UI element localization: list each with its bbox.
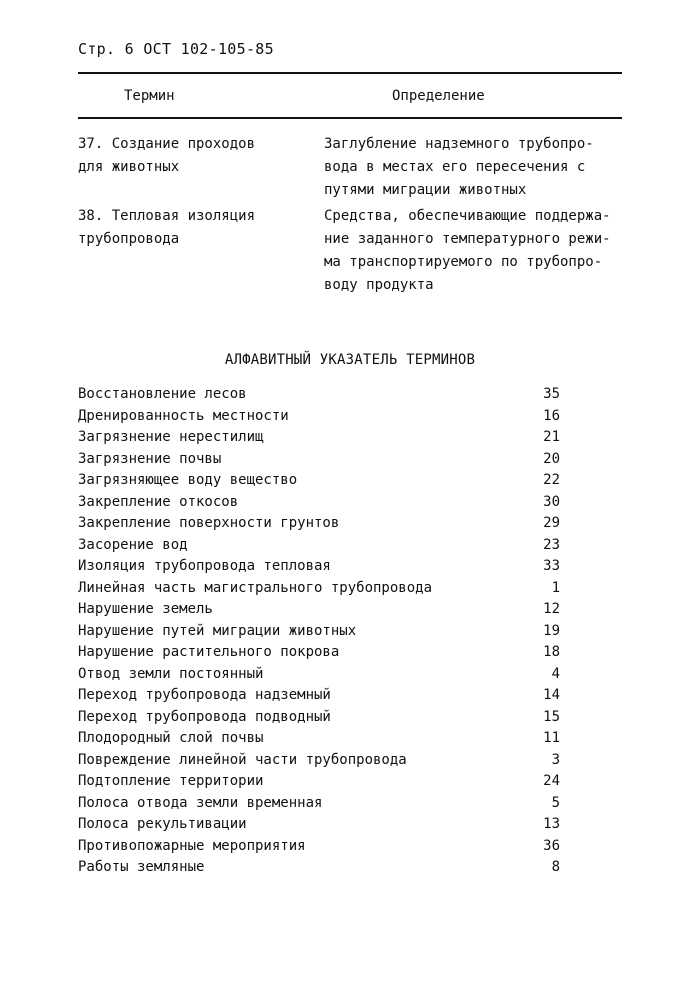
index-number: 16	[543, 407, 560, 424]
definition-cell	[324, 133, 624, 202]
index-item	[78, 472, 560, 494]
index-list	[78, 386, 560, 881]
index-item	[78, 558, 560, 580]
index-term: Засорение вод	[78, 536, 188, 553]
index-number: 5	[551, 794, 560, 811]
index-number: 11	[543, 730, 560, 746]
index-number: 24	[543, 773, 560, 789]
index-term: Полоса отвода земли временная	[78, 794, 323, 811]
term-line: трубопровода	[78, 231, 180, 247]
index-term: Повреждение линейной части трубопровода	[78, 751, 407, 768]
index-number: 20	[543, 450, 560, 467]
index-term: Нарушение путей миграции животных	[78, 622, 357, 639]
index-item	[78, 537, 560, 559]
index-item	[78, 515, 560, 537]
index-term: Дренированность местности	[78, 407, 289, 424]
index-item	[78, 451, 560, 473]
column-header-definition: Определение	[392, 88, 485, 104]
index-number: 23	[543, 536, 560, 553]
index-term: Линейная часть магистрального трубопровода	[78, 579, 433, 596]
definition-line: ние заданного температурного режи-	[324, 231, 611, 247]
term-cell	[78, 133, 308, 179]
index-number: 8	[551, 859, 560, 875]
index-term: Изоляция трубопровода тепловая	[78, 558, 331, 574]
definition-line: воду продукта	[324, 277, 434, 293]
index-item	[78, 623, 560, 645]
term-line: 37. Создание проходов	[78, 136, 256, 152]
definition-line: Заглубление надземного трубопро-	[324, 136, 594, 152]
table-top-rule	[78, 72, 622, 74]
index-item	[78, 687, 560, 709]
definition-line: Средства, обеспечивающие поддержа-	[324, 208, 611, 224]
table-header-rule	[78, 117, 622, 119]
index-item	[78, 494, 560, 516]
index-number: 22	[543, 472, 560, 488]
index-number: 33	[543, 558, 560, 574]
index-number: 19	[543, 622, 560, 639]
index-term: Подтопление территории	[78, 773, 264, 789]
term-cell	[78, 205, 308, 251]
index-number: 21	[543, 429, 560, 445]
index-term: Загрязняющее воду вещество	[78, 472, 298, 488]
index-item	[78, 816, 560, 838]
index-item	[78, 709, 560, 731]
index-term: Восстановление лесов	[78, 386, 247, 402]
index-item	[78, 429, 560, 451]
index-term: Плодородный слой почвы	[78, 730, 264, 746]
index-number: 18	[543, 644, 560, 660]
index-term: Загрязнение почвы	[78, 450, 222, 467]
definition-cell	[324, 205, 624, 297]
index-term: Работы земляные	[78, 859, 205, 875]
index-number: 4	[551, 665, 560, 682]
index-item	[78, 795, 560, 817]
index-item	[78, 752, 560, 774]
index-term: Закрепление поверхности грунтов	[78, 515, 340, 531]
index-term: Переход трубопровода подводный	[78, 708, 331, 725]
index-number: 1	[551, 579, 560, 596]
term-line: для животных	[78, 159, 180, 175]
index-title: АЛФАВИТНЫЙ УКАЗАТЕЛЬ ТЕРМИНОВ	[224, 352, 476, 368]
definition-line: ма транспортируемого по трубопро-	[324, 254, 603, 270]
index-number: 14	[543, 687, 560, 703]
index-number: 29	[543, 515, 560, 531]
index-item	[78, 859, 560, 881]
index-item	[78, 838, 560, 860]
index-number: 12	[543, 601, 560, 617]
index-item	[78, 730, 560, 752]
definition-line: путями миграции животных	[324, 182, 527, 198]
index-number: 15	[543, 708, 560, 725]
index-item	[78, 408, 560, 430]
term-line: 38. Тепловая изоляция	[78, 208, 256, 224]
index-term: Переход трубопровода надземный	[78, 687, 331, 703]
index-item	[78, 666, 560, 688]
index-term: Нарушение растительного покрова	[78, 644, 340, 660]
index-number: 35	[543, 386, 560, 402]
definition-line: вода в местах его пересечения с	[324, 159, 586, 175]
index-term: Нарушение земель	[78, 601, 213, 617]
index-item	[78, 601, 560, 623]
index-term: Полоса рекультивации	[78, 816, 247, 832]
index-item	[78, 386, 560, 408]
index-number: 36	[543, 837, 560, 854]
index-term: Противопожарные мероприятия	[78, 837, 306, 854]
page-header: Стр. 6 ОСТ 102-105-85	[78, 40, 274, 58]
index-term: Закрепление откосов	[78, 493, 239, 510]
index-number: 30	[543, 493, 560, 510]
index-item	[78, 773, 560, 795]
index-item	[78, 644, 560, 666]
index-number: 3	[551, 751, 560, 768]
index-term: Отвод земли постоянный	[78, 665, 264, 682]
index-item	[78, 580, 560, 602]
index-term: Загрязнение нерестилищ	[78, 429, 264, 445]
index-number: 13	[543, 816, 560, 832]
column-header-term: Термин	[124, 88, 175, 104]
